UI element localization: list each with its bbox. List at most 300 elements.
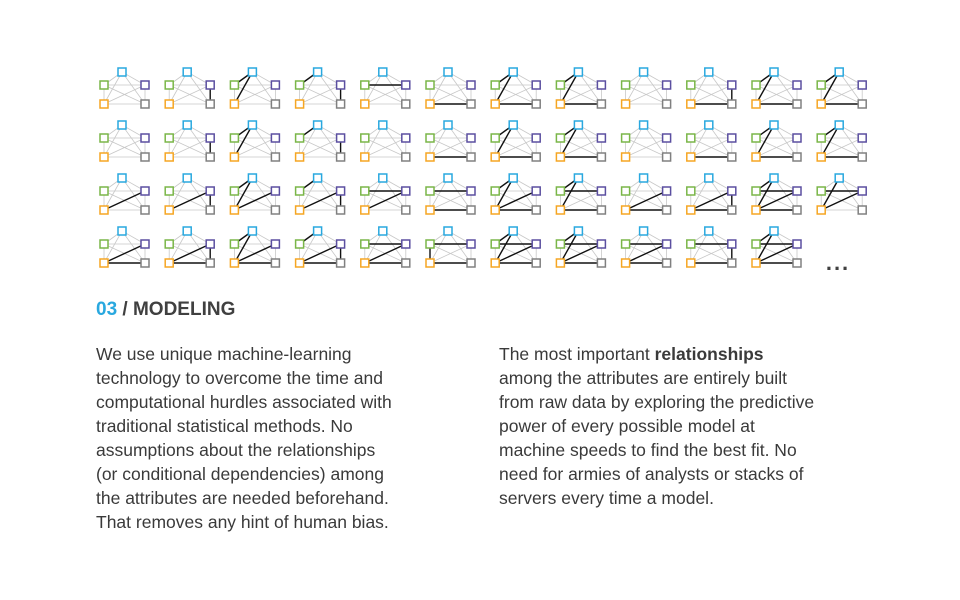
node-top: [705, 68, 713, 76]
node-right: [402, 240, 410, 248]
model-graph: [100, 174, 149, 214]
node-left: [426, 240, 434, 248]
node-left: [622, 134, 630, 142]
more-models-indicator: ...: [825, 250, 851, 275]
node-left: [687, 134, 695, 142]
node-bottom-right: [597, 259, 605, 267]
node-top: [509, 227, 517, 235]
node-bottom-right: [141, 100, 149, 108]
node-bottom-left: [491, 206, 499, 214]
node-bottom-left: [491, 259, 499, 267]
node-bottom-right: [402, 206, 410, 214]
node-top: [509, 121, 517, 129]
node-bottom-right: [467, 153, 475, 161]
model-graph: [361, 174, 410, 214]
node-right: [271, 240, 279, 248]
node-top: [770, 227, 778, 235]
node-top: [574, 174, 582, 182]
node-right: [663, 240, 671, 248]
node-bottom-right: [206, 153, 214, 161]
node-bottom-right: [337, 259, 345, 267]
node-left: [426, 187, 434, 195]
node-bottom-right: [793, 206, 801, 214]
model-graph: [817, 174, 866, 214]
node-right: [728, 134, 736, 142]
node-left: [556, 187, 564, 195]
node-right: [793, 240, 801, 248]
node-bottom-right: [271, 153, 279, 161]
model-graph: [622, 227, 671, 267]
node-right: [141, 81, 149, 89]
node-right: [337, 81, 345, 89]
node-bottom-left: [687, 259, 695, 267]
node-bottom-left: [817, 153, 825, 161]
node-left: [752, 134, 760, 142]
node-bottom-left: [165, 153, 173, 161]
node-top: [444, 174, 452, 182]
node-left: [296, 240, 304, 248]
node-left: [491, 187, 499, 195]
node-top: [509, 174, 517, 182]
node-left: [491, 240, 499, 248]
node-bottom-right: [728, 259, 736, 267]
node-bottom-left: [100, 259, 108, 267]
node-bottom-right: [337, 206, 345, 214]
node-left: [622, 81, 630, 89]
node-bottom-right: [402, 153, 410, 161]
node-bottom-right: [793, 153, 801, 161]
node-bottom-left: [817, 100, 825, 108]
node-top: [770, 121, 778, 129]
node-bottom-right: [206, 259, 214, 267]
text-line: That removes any hint of human bias.: [96, 512, 389, 532]
node-bottom-left: [100, 100, 108, 108]
model-graph: [752, 227, 801, 267]
model-graph: [426, 68, 475, 108]
node-bottom-left: [752, 206, 760, 214]
model-graph: [687, 68, 736, 108]
node-bottom-right: [858, 153, 866, 161]
node-right: [141, 187, 149, 195]
text-line: assumptions about the relationships: [96, 440, 376, 460]
node-top: [640, 227, 648, 235]
model-graph: [230, 68, 279, 108]
node-top: [705, 227, 713, 235]
node-right: [467, 240, 475, 248]
node-bottom-right: [728, 153, 736, 161]
node-bottom-right: [402, 259, 410, 267]
node-right: [467, 81, 475, 89]
model-graph: [230, 227, 279, 267]
node-top: [379, 68, 387, 76]
node-right: [858, 134, 866, 142]
node-left: [361, 81, 369, 89]
node-bottom-right: [663, 153, 671, 161]
model-graph: [296, 68, 345, 108]
node-bottom-right: [337, 100, 345, 108]
node-top: [640, 174, 648, 182]
node-right: [206, 240, 214, 248]
model-graph: [165, 68, 214, 108]
node-top: [705, 174, 713, 182]
node-right: [402, 134, 410, 142]
node-right: [663, 134, 671, 142]
node-right: [337, 240, 345, 248]
node-left: [230, 81, 238, 89]
text-line: (or conditional dependencies) among: [96, 464, 384, 484]
node-bottom-right: [663, 206, 671, 214]
node-bottom-right: [663, 259, 671, 267]
node-left: [296, 134, 304, 142]
node-bottom-right: [141, 259, 149, 267]
node-left: [165, 81, 173, 89]
node-top: [640, 121, 648, 129]
node-right: [532, 187, 540, 195]
node-top: [183, 68, 191, 76]
node-right: [271, 81, 279, 89]
node-bottom-left: [296, 100, 304, 108]
node-top: [835, 174, 843, 182]
node-right: [141, 240, 149, 248]
node-left: [361, 134, 369, 142]
model-graph: [361, 68, 410, 108]
node-right: [597, 187, 605, 195]
node-right: [532, 134, 540, 142]
node-left: [752, 240, 760, 248]
node-bottom-right: [206, 100, 214, 108]
node-left: [296, 187, 304, 195]
node-bottom-right: [793, 100, 801, 108]
node-right: [728, 187, 736, 195]
node-bottom-left: [556, 206, 564, 214]
node-right: [793, 81, 801, 89]
node-top: [509, 68, 517, 76]
node-right: [858, 81, 866, 89]
node-bottom-left: [817, 206, 825, 214]
model-graph: [622, 68, 671, 108]
node-bottom-left: [426, 153, 434, 161]
node-bottom-right: [467, 259, 475, 267]
node-right: [337, 187, 345, 195]
model-graph: [556, 121, 605, 161]
node-top: [705, 121, 713, 129]
modeling-description-right: [499, 342, 861, 510]
node-bottom-right: [597, 100, 605, 108]
node-bottom-right: [532, 206, 540, 214]
node-bottom-left: [361, 259, 369, 267]
node-bottom-left: [230, 259, 238, 267]
model-graph: [687, 121, 736, 161]
node-top: [118, 121, 126, 129]
node-top: [248, 68, 256, 76]
node-top: [379, 227, 387, 235]
node-top: [835, 121, 843, 129]
node-top: [574, 68, 582, 76]
node-left: [556, 240, 564, 248]
node-left: [622, 187, 630, 195]
model-graph: [426, 227, 475, 267]
node-bottom-left: [622, 153, 630, 161]
text-line: computational hurdles associated with: [96, 392, 392, 412]
node-bottom-right: [858, 206, 866, 214]
node-bottom-right: [728, 100, 736, 108]
text-line: power of every possible model at: [499, 416, 755, 436]
node-top: [444, 227, 452, 235]
model-graph: [100, 68, 149, 108]
node-bottom-left: [165, 206, 173, 214]
node-bottom-left: [230, 153, 238, 161]
model-graph: [426, 121, 475, 161]
node-bottom-right: [271, 100, 279, 108]
node-right: [793, 187, 801, 195]
text-line: need for armies of analysts or stacks of: [499, 464, 804, 484]
node-left: [165, 187, 173, 195]
node-left: [817, 134, 825, 142]
model-graph: [687, 174, 736, 214]
node-bottom-right: [597, 153, 605, 161]
node-left: [426, 134, 434, 142]
node-bottom-left: [491, 100, 499, 108]
node-bottom-right: [206, 206, 214, 214]
node-left: [556, 81, 564, 89]
text-line: servers every time a model.: [499, 488, 714, 508]
node-bottom-left: [491, 153, 499, 161]
section-separator: /: [117, 299, 133, 320]
modeling-description-left: [96, 342, 441, 534]
node-left: [622, 240, 630, 248]
model-graph: [361, 121, 410, 161]
node-bottom-right: [402, 100, 410, 108]
text-line: machine speeds to find the best fit. No: [499, 440, 797, 460]
node-bottom-right: [728, 206, 736, 214]
node-bottom-left: [296, 259, 304, 267]
model-graph-grid: [0, 0, 960, 290]
node-left: [165, 240, 173, 248]
node-top: [314, 121, 322, 129]
node-left: [361, 187, 369, 195]
node-bottom-left: [622, 206, 630, 214]
node-right: [206, 134, 214, 142]
node-bottom-left: [361, 153, 369, 161]
node-left: [100, 187, 108, 195]
model-graph: [556, 174, 605, 214]
node-bottom-left: [165, 259, 173, 267]
node-bottom-right: [337, 153, 345, 161]
node-right: [402, 187, 410, 195]
section-heading: [96, 299, 235, 321]
node-top: [183, 227, 191, 235]
node-bottom-left: [230, 100, 238, 108]
model-graph: [296, 174, 345, 214]
node-top: [379, 174, 387, 182]
node-left: [491, 134, 499, 142]
node-bottom-left: [752, 259, 760, 267]
model-graph: [752, 174, 801, 214]
model-graph: [687, 227, 736, 267]
node-right: [271, 134, 279, 142]
node-bottom-right: [597, 206, 605, 214]
model-graph: [165, 121, 214, 161]
model-graph: [817, 68, 866, 108]
node-bottom-left: [100, 153, 108, 161]
section-title: MODELING: [132, 299, 236, 320]
node-left: [100, 134, 108, 142]
model-graph: [426, 174, 475, 214]
node-bottom-left: [426, 206, 434, 214]
node-bottom-left: [556, 153, 564, 161]
node-bottom-left: [100, 206, 108, 214]
node-top: [574, 227, 582, 235]
node-left: [752, 81, 760, 89]
section-number: 03: [96, 299, 118, 320]
node-top: [118, 227, 126, 235]
node-right: [728, 240, 736, 248]
node-left: [230, 134, 238, 142]
node-bottom-left: [296, 206, 304, 214]
node-left: [687, 240, 695, 248]
model-graph: [622, 174, 671, 214]
node-bottom-left: [622, 100, 630, 108]
node-top: [444, 68, 452, 76]
node-bottom-right: [532, 100, 540, 108]
node-left: [752, 187, 760, 195]
emphasis-relationships: relationships: [654, 344, 764, 364]
model-graph: [556, 227, 605, 267]
node-bottom-left: [622, 259, 630, 267]
node-bottom-right: [663, 100, 671, 108]
node-top: [640, 68, 648, 76]
node-top: [770, 174, 778, 182]
node-right: [402, 81, 410, 89]
node-bottom-right: [858, 100, 866, 108]
text-line: [499, 342, 861, 366]
model-graph: [361, 227, 410, 267]
node-bottom-right: [141, 206, 149, 214]
model-graph: [491, 174, 540, 214]
node-top: [835, 68, 843, 76]
node-top: [248, 227, 256, 235]
node-left: [230, 240, 238, 248]
node-bottom-right: [532, 153, 540, 161]
node-top: [118, 68, 126, 76]
node-right: [858, 187, 866, 195]
model-graph: [296, 121, 345, 161]
node-left: [426, 81, 434, 89]
node-bottom-right: [141, 153, 149, 161]
node-bottom-left: [752, 100, 760, 108]
node-bottom-left: [361, 206, 369, 214]
node-bottom-left: [296, 153, 304, 161]
node-left: [361, 240, 369, 248]
node-right: [793, 134, 801, 142]
model-graph: [556, 68, 605, 108]
node-right: [532, 240, 540, 248]
node-bottom-left: [556, 259, 564, 267]
text-line: We use unique machine-learning: [96, 344, 352, 364]
node-left: [556, 134, 564, 142]
node-right: [141, 134, 149, 142]
text-line: among the attributes are entirely built: [499, 368, 787, 388]
text-line: traditional statistical methods. No: [96, 416, 353, 436]
model-graph: [296, 227, 345, 267]
node-left: [817, 81, 825, 89]
node-bottom-left: [752, 153, 760, 161]
node-left: [491, 81, 499, 89]
node-top: [314, 174, 322, 182]
model-graph: [165, 174, 214, 214]
model-graph: [622, 121, 671, 161]
text-line-prefix: The most important: [499, 344, 655, 364]
node-right: [337, 134, 345, 142]
node-right: [728, 81, 736, 89]
node-left: [165, 134, 173, 142]
text-line: technology to overcome the time and: [96, 368, 383, 388]
node-top: [574, 121, 582, 129]
node-left: [687, 187, 695, 195]
model-graph: [752, 121, 801, 161]
node-right: [597, 134, 605, 142]
node-right: [271, 187, 279, 195]
model-graph: [165, 227, 214, 267]
node-bottom-left: [426, 259, 434, 267]
model-graph: [230, 121, 279, 161]
node-bottom-right: [467, 206, 475, 214]
node-right: [206, 187, 214, 195]
model-graph: [817, 121, 866, 161]
node-top: [379, 121, 387, 129]
text-line: from raw data by exploring the predictive: [499, 392, 815, 412]
node-top: [118, 174, 126, 182]
model-graph: [752, 68, 801, 108]
node-bottom-left: [556, 100, 564, 108]
node-top: [248, 174, 256, 182]
node-left: [296, 81, 304, 89]
node-bottom-left: [426, 100, 434, 108]
text-line: the attributes are needed beforehand.: [96, 488, 389, 508]
node-right: [663, 81, 671, 89]
node-top: [248, 121, 256, 129]
node-bottom-right: [467, 100, 475, 108]
node-left: [687, 81, 695, 89]
node-bottom-left: [687, 153, 695, 161]
node-left: [100, 81, 108, 89]
node-right: [597, 81, 605, 89]
model-graph: [100, 121, 149, 161]
node-bottom-left: [687, 206, 695, 214]
node-top: [444, 121, 452, 129]
node-bottom-right: [271, 259, 279, 267]
model-graph: [491, 227, 540, 267]
node-bottom-right: [793, 259, 801, 267]
node-right: [206, 81, 214, 89]
node-bottom-left: [361, 100, 369, 108]
node-left: [100, 240, 108, 248]
node-left: [817, 187, 825, 195]
node-right: [597, 240, 605, 248]
node-right: [467, 134, 475, 142]
node-bottom-right: [532, 259, 540, 267]
node-top: [183, 121, 191, 129]
model-graph: [230, 174, 279, 214]
node-top: [770, 68, 778, 76]
node-bottom-left: [230, 206, 238, 214]
node-left: [230, 187, 238, 195]
node-top: [314, 68, 322, 76]
model-graph: [491, 68, 540, 108]
model-graph: [100, 227, 149, 267]
node-bottom-right: [271, 206, 279, 214]
node-top: [314, 227, 322, 235]
